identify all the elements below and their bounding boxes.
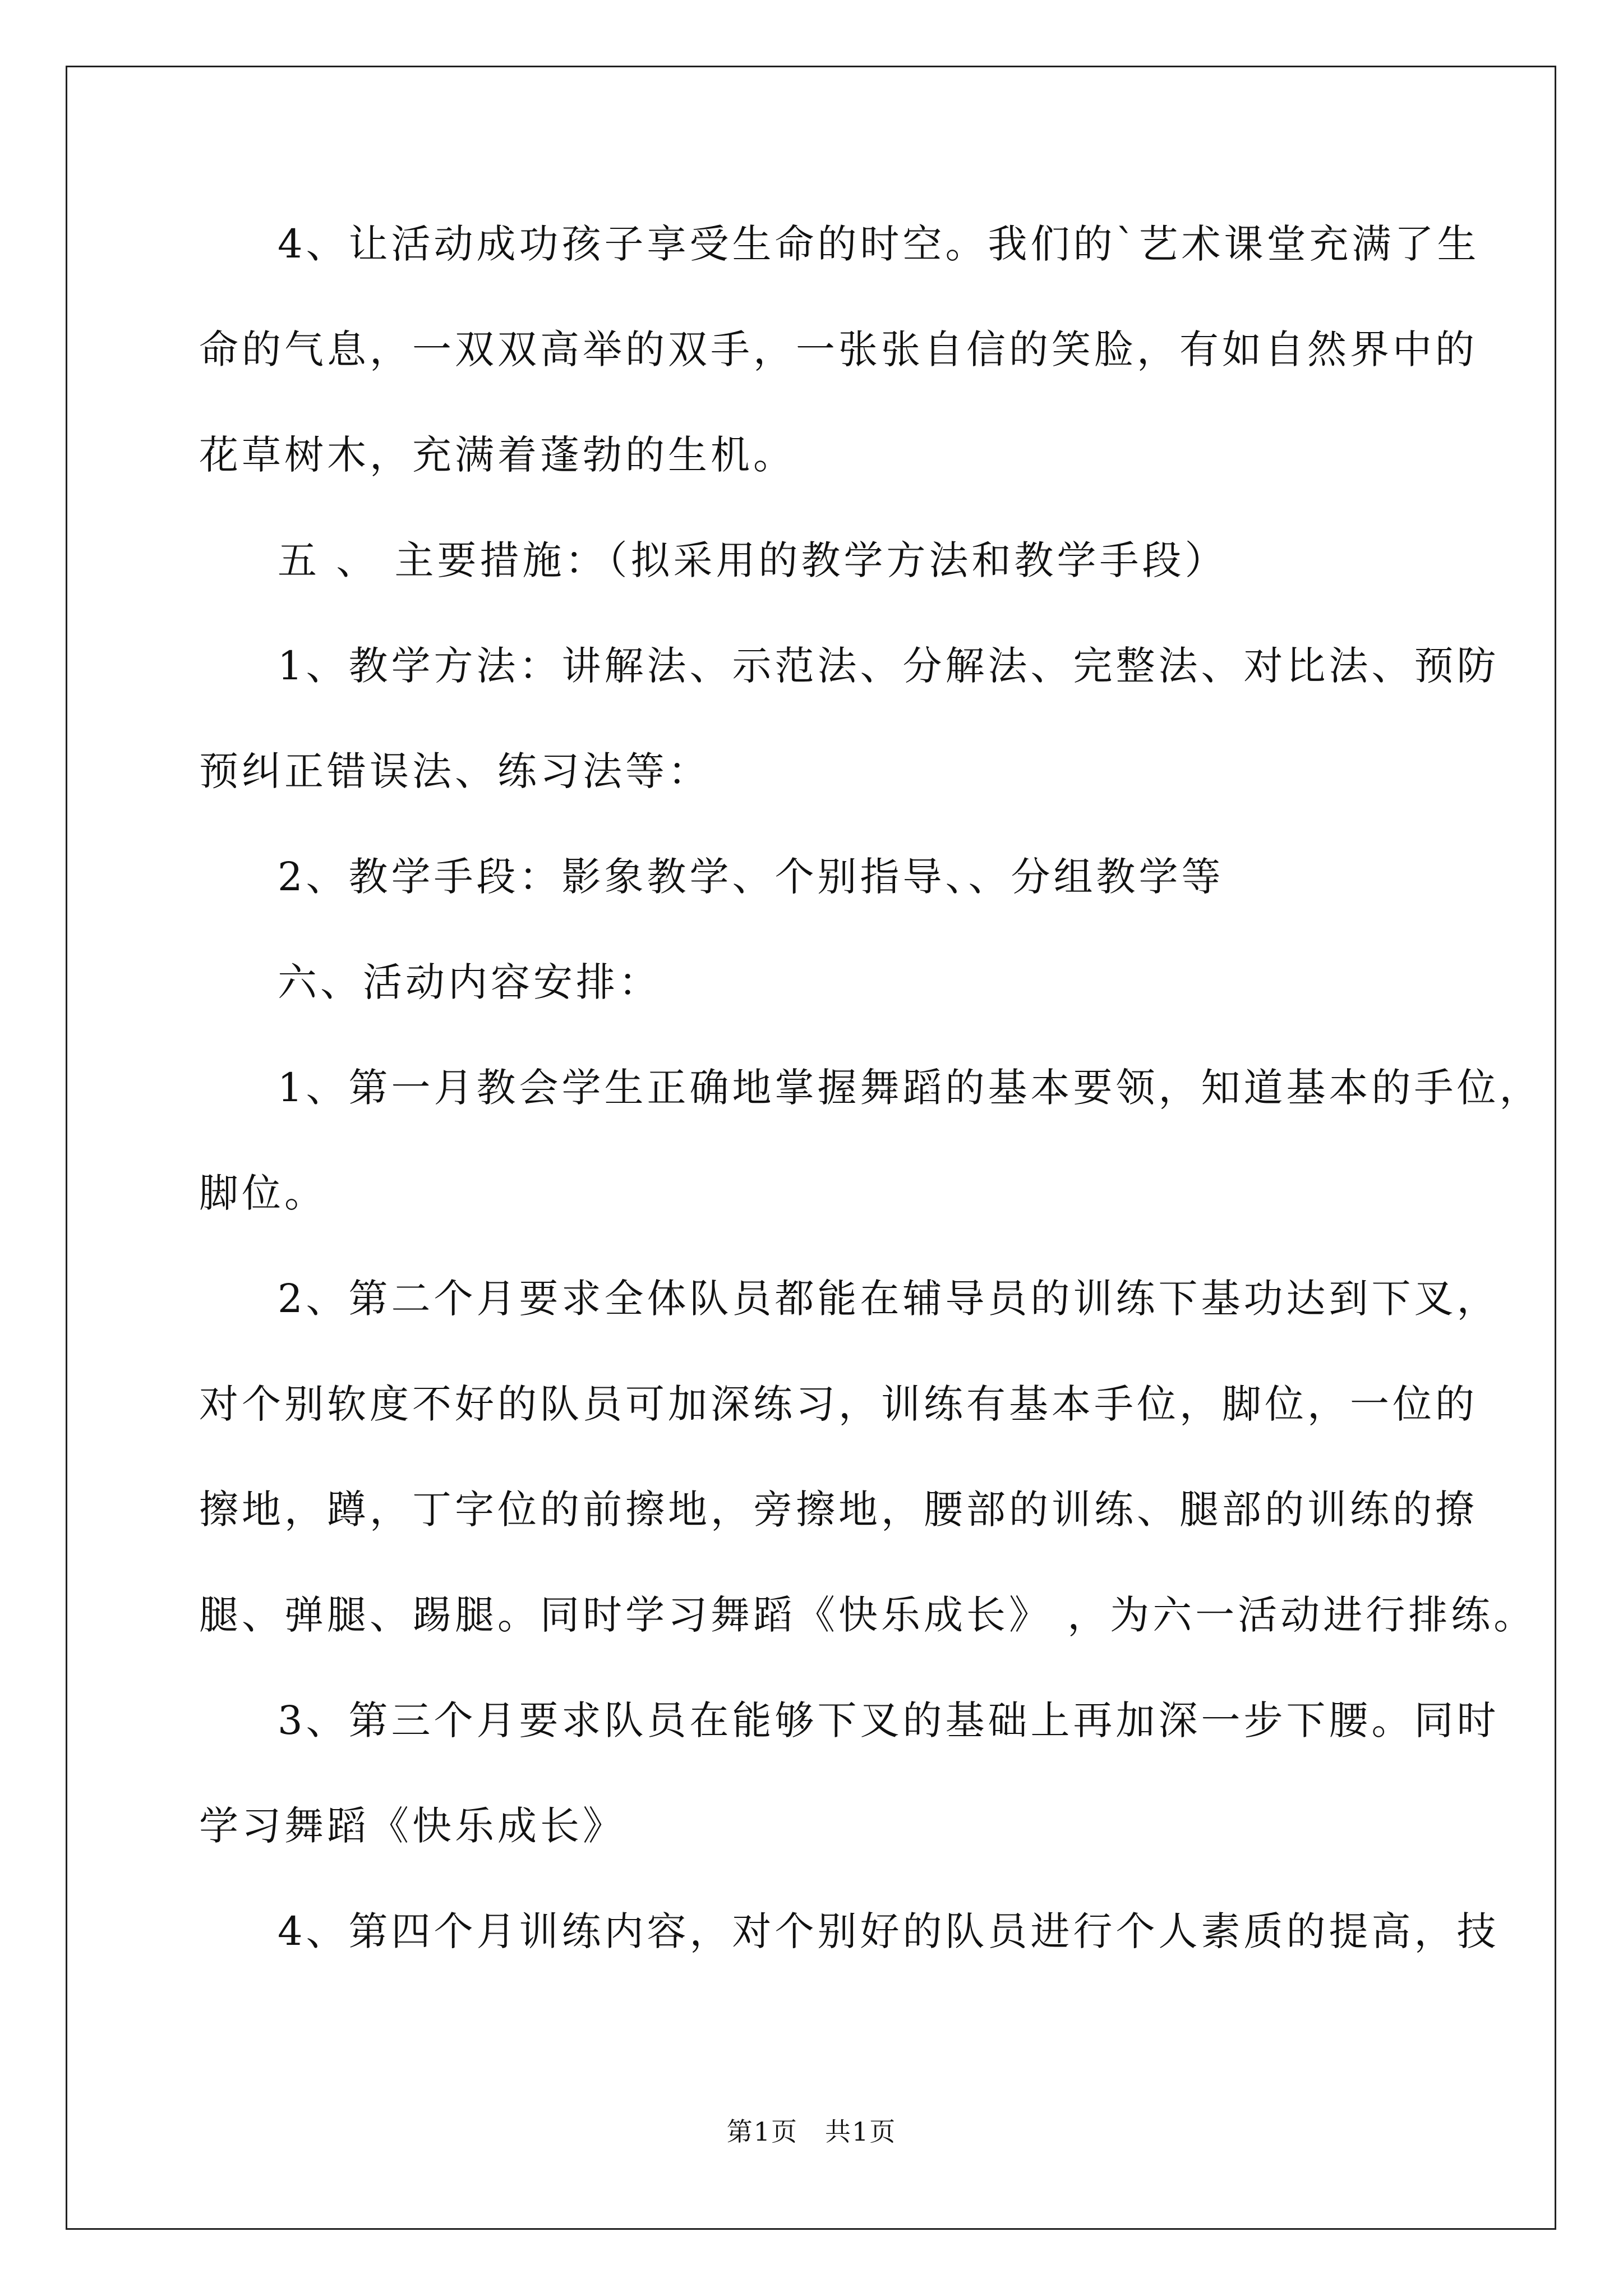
paragraph-line: 脚位。: [199, 1170, 327, 1216]
paragraph-line: 擦地，蹲，丁字位的前擦地，旁擦地，腰部的训练、腿部的训练的撩: [199, 1487, 1478, 1533]
paragraph-line: 1、教学方法：讲解法、示范法、分解法、完整法、对比法、预防: [278, 643, 1500, 689]
section-heading: 五 、 主要措施：（拟采用的教学方法和教学手段）: [278, 537, 1228, 583]
page-number: 第1页 共1页: [726, 2116, 897, 2147]
paragraph-line: 4、第四个月训练内容，对个别好的队员进行个人素质的提高，技: [278, 1908, 1500, 1954]
paragraph-line: 腿、弹腿、踢腿。同时学习舞蹈《快乐成长》 ，为六一活动进行排练。: [199, 1592, 1537, 1638]
paragraph-line: 4、让活动成功孩子享受生命的时空。我们的`艺术课堂充满了生: [278, 221, 1480, 267]
page-border: [66, 66, 1556, 2230]
paragraph-line: 花草树木，充满着蓬勃的生机。: [199, 432, 796, 478]
paragraph-line: 2、教学手段：影象教学、个别指导、、分组教学等: [278, 854, 1224, 900]
paragraph-line: 命的气息，一双双高举的双手，一张张自信的笑脸，有如自然界中的: [199, 326, 1478, 372]
paragraph-line: 2、第二个月要求全体队员都能在辅导员的训练下基功达到下叉，: [278, 1276, 1500, 1322]
section-heading: 六、活动内容安排：: [278, 959, 661, 1005]
paragraph-line: 3、第三个月要求队员在能够下叉的基础上再加深一步下腰。同时: [278, 1697, 1500, 1743]
paragraph-line: 对个别软度不好的队员可加深练习，训练有基本手位，脚位，一位的: [199, 1381, 1478, 1427]
paragraph-line: 预纠正错误法、练习法等：: [199, 748, 711, 794]
paragraph-line: 1、第一月教会学生正确地掌握舞蹈的基本要领，知道基本的手位，: [278, 1065, 1542, 1111]
paragraph-line: 学习舞蹈《快乐成长》: [199, 1803, 625, 1849]
